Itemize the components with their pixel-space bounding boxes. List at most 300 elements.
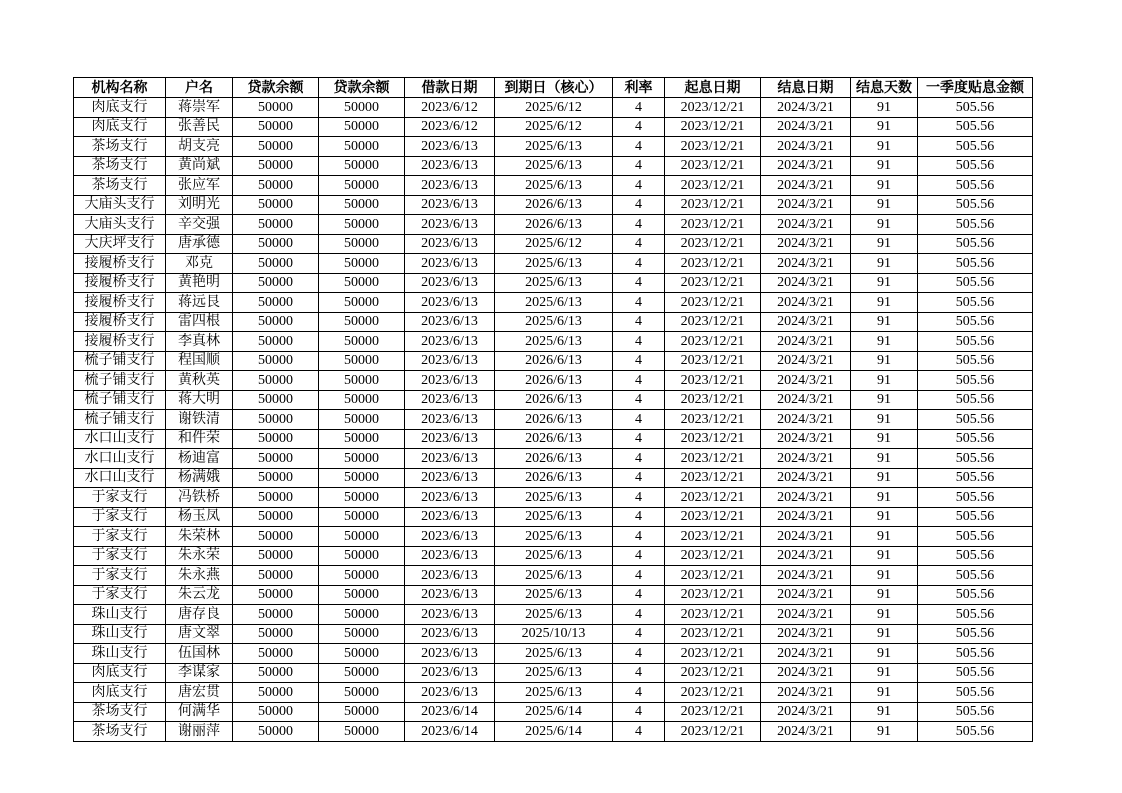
- header-interest-settle-date: 结息日期: [761, 78, 851, 98]
- cell-interest-settle-date: 2024/3/21: [761, 351, 851, 371]
- cell-account-name: 朱云龙: [166, 585, 233, 605]
- cell-interest-days: 91: [851, 644, 918, 664]
- cell-loan-date: 2023/6/13: [405, 527, 495, 547]
- cell-interest-days: 91: [851, 312, 918, 332]
- cell-account-name: 谢丽萍: [166, 722, 233, 742]
- cell-loan-date: 2023/6/13: [405, 546, 495, 566]
- cell-maturity-date: 2025/6/14: [495, 722, 613, 742]
- cell-branch: 茶场支行: [74, 722, 166, 742]
- cell-maturity-date: 2025/6/13: [495, 527, 613, 547]
- cell-loan-date: 2023/6/13: [405, 137, 495, 157]
- cell-interest-start-date: 2023/12/21: [665, 390, 761, 410]
- cell-q1-subsidy-amount: 505.56: [918, 468, 1033, 488]
- cell-interest-start-date: 2023/12/21: [665, 683, 761, 703]
- cell-interest-days: 91: [851, 722, 918, 742]
- cell-loan-balance: 50000: [233, 195, 319, 215]
- cell-maturity-date: 2026/6/13: [495, 390, 613, 410]
- cell-interest-start-date: 2023/12/21: [665, 234, 761, 254]
- cell-account-name: 杨满娥: [166, 468, 233, 488]
- table-row: [74, 254, 1033, 274]
- cell-account-name: 唐宏贯: [166, 683, 233, 703]
- cell-q1-subsidy-amount: 505.56: [918, 234, 1033, 254]
- cell-branch: 水口山支行: [74, 468, 166, 488]
- cell-rate: 4: [613, 117, 665, 137]
- cell-maturity-date: 2026/6/13: [495, 429, 613, 449]
- cell-maturity-date: 2025/6/13: [495, 663, 613, 683]
- cell-interest-days: 91: [851, 507, 918, 527]
- cell-interest-settle-date: 2024/3/21: [761, 429, 851, 449]
- cell-account-name: 程国顺: [166, 351, 233, 371]
- cell-loan-balance: 50000: [233, 371, 319, 391]
- table-row: [74, 332, 1033, 352]
- cell-interest-settle-date: 2024/3/21: [761, 371, 851, 391]
- cell-loan-balance: 50000: [233, 449, 319, 469]
- cell-loan-balance-2: 50000: [319, 137, 405, 157]
- cell-maturity-date: 2026/6/13: [495, 371, 613, 391]
- cell-loan-date: 2023/6/13: [405, 195, 495, 215]
- cell-q1-subsidy-amount: 505.56: [918, 605, 1033, 625]
- cell-interest-days: 91: [851, 566, 918, 586]
- cell-loan-date: 2023/6/13: [405, 488, 495, 508]
- cell-interest-settle-date: 2024/3/21: [761, 156, 851, 176]
- cell-loan-balance-2: 50000: [319, 156, 405, 176]
- cell-loan-date: 2023/6/12: [405, 117, 495, 137]
- cell-interest-start-date: 2023/12/21: [665, 293, 761, 313]
- cell-interest-start-date: 2023/12/21: [665, 527, 761, 547]
- cell-loan-balance-2: 50000: [319, 390, 405, 410]
- cell-interest-start-date: 2023/12/21: [665, 605, 761, 625]
- cell-loan-date: 2023/6/13: [405, 644, 495, 664]
- cell-interest-settle-date: 2024/3/21: [761, 254, 851, 274]
- cell-q1-subsidy-amount: 505.56: [918, 624, 1033, 644]
- cell-maturity-date: 2025/6/13: [495, 332, 613, 352]
- cell-branch: 肉底支行: [74, 98, 166, 118]
- cell-rate: 4: [613, 566, 665, 586]
- cell-maturity-date: 2026/6/13: [495, 351, 613, 371]
- cell-rate: 4: [613, 332, 665, 352]
- cell-interest-days: 91: [851, 390, 918, 410]
- cell-account-name: 朱荣林: [166, 527, 233, 547]
- cell-q1-subsidy-amount: 505.56: [918, 683, 1033, 703]
- table-row: [74, 137, 1033, 157]
- table-row: [74, 215, 1033, 235]
- cell-loan-date: 2023/6/13: [405, 215, 495, 235]
- cell-branch: 水口山支行: [74, 429, 166, 449]
- cell-branch: 于家支行: [74, 507, 166, 527]
- cell-loan-balance: 50000: [233, 624, 319, 644]
- cell-account-name: 刘明光: [166, 195, 233, 215]
- cell-loan-balance-2: 50000: [319, 624, 405, 644]
- cell-branch: 梳子铺支行: [74, 371, 166, 391]
- cell-branch: 大庙头支行: [74, 195, 166, 215]
- cell-interest-start-date: 2023/12/21: [665, 468, 761, 488]
- cell-loan-balance: 50000: [233, 351, 319, 371]
- cell-maturity-date: 2025/6/14: [495, 702, 613, 722]
- cell-maturity-date: 2025/6/13: [495, 137, 613, 157]
- cell-branch: 梳子铺支行: [74, 410, 166, 430]
- cell-branch: 梳子铺支行: [74, 351, 166, 371]
- cell-loan-balance-2: 50000: [319, 254, 405, 274]
- cell-maturity-date: 2025/6/13: [495, 293, 613, 313]
- cell-maturity-date: 2025/6/13: [495, 312, 613, 332]
- cell-loan-balance-2: 50000: [319, 410, 405, 430]
- cell-maturity-date: 2026/6/13: [495, 410, 613, 430]
- cell-rate: 4: [613, 605, 665, 625]
- cell-interest-settle-date: 2024/3/21: [761, 546, 851, 566]
- cell-interest-settle-date: 2024/3/21: [761, 312, 851, 332]
- cell-loan-balance: 50000: [233, 254, 319, 274]
- table-row: [74, 527, 1033, 547]
- cell-interest-days: 91: [851, 702, 918, 722]
- cell-loan-date: 2023/6/13: [405, 624, 495, 644]
- cell-account-name: 谢铁清: [166, 410, 233, 430]
- cell-interest-settle-date: 2024/3/21: [761, 273, 851, 293]
- cell-rate: 4: [613, 624, 665, 644]
- cell-interest-start-date: 2023/12/21: [665, 312, 761, 332]
- cell-loan-balance-2: 50000: [319, 507, 405, 527]
- table-row: [74, 390, 1033, 410]
- cell-q1-subsidy-amount: 505.56: [918, 585, 1033, 605]
- table-row: [74, 702, 1033, 722]
- cell-loan-date: 2023/6/14: [405, 702, 495, 722]
- cell-loan-balance: 50000: [233, 468, 319, 488]
- cell-maturity-date: 2025/6/13: [495, 273, 613, 293]
- cell-loan-balance: 50000: [233, 683, 319, 703]
- cell-account-name: 伍国林: [166, 644, 233, 664]
- cell-rate: 4: [613, 390, 665, 410]
- header-maturity-date: 到期日（核心）: [495, 78, 613, 98]
- cell-q1-subsidy-amount: 505.56: [918, 527, 1033, 547]
- cell-loan-balance-2: 50000: [319, 215, 405, 235]
- cell-interest-start-date: 2023/12/21: [665, 195, 761, 215]
- cell-interest-settle-date: 2024/3/21: [761, 624, 851, 644]
- cell-q1-subsidy-amount: 505.56: [918, 722, 1033, 742]
- table-row: [74, 312, 1033, 332]
- cell-loan-balance-2: 50000: [319, 605, 405, 625]
- cell-account-name: 蒋大明: [166, 390, 233, 410]
- cell-interest-settle-date: 2024/3/21: [761, 137, 851, 157]
- loan-subsidy-table: [73, 77, 1033, 742]
- cell-loan-balance-2: 50000: [319, 702, 405, 722]
- cell-branch: 茶场支行: [74, 702, 166, 722]
- cell-rate: 4: [613, 137, 665, 157]
- cell-maturity-date: 2025/6/12: [495, 117, 613, 137]
- cell-rate: 4: [613, 507, 665, 527]
- table-row: [74, 624, 1033, 644]
- cell-loan-balance-2: 50000: [319, 663, 405, 683]
- cell-loan-date: 2023/6/13: [405, 468, 495, 488]
- cell-q1-subsidy-amount: 505.56: [918, 156, 1033, 176]
- table-row: [74, 605, 1033, 625]
- cell-interest-settle-date: 2024/3/21: [761, 234, 851, 254]
- cell-maturity-date: 2025/6/12: [495, 234, 613, 254]
- cell-interest-settle-date: 2024/3/21: [761, 507, 851, 527]
- cell-q1-subsidy-amount: 505.56: [918, 644, 1033, 664]
- cell-loan-date: 2023/6/13: [405, 663, 495, 683]
- cell-interest-settle-date: 2024/3/21: [761, 293, 851, 313]
- cell-interest-days: 91: [851, 293, 918, 313]
- cell-interest-start-date: 2023/12/21: [665, 449, 761, 469]
- cell-interest-start-date: 2023/12/21: [665, 332, 761, 352]
- cell-interest-settle-date: 2024/3/21: [761, 605, 851, 625]
- cell-rate: 4: [613, 468, 665, 488]
- cell-loan-balance: 50000: [233, 488, 319, 508]
- table-row: [74, 585, 1033, 605]
- cell-branch: 梳子铺支行: [74, 390, 166, 410]
- cell-account-name: 朱永荣: [166, 546, 233, 566]
- cell-q1-subsidy-amount: 505.56: [918, 293, 1033, 313]
- cell-interest-days: 91: [851, 683, 918, 703]
- cell-q1-subsidy-amount: 505.56: [918, 410, 1033, 430]
- cell-loan-date: 2023/6/13: [405, 585, 495, 605]
- cell-q1-subsidy-amount: 505.56: [918, 176, 1033, 196]
- cell-account-name: 和件荣: [166, 429, 233, 449]
- cell-interest-start-date: 2023/12/21: [665, 273, 761, 293]
- cell-loan-balance: 50000: [233, 644, 319, 664]
- table-row: [74, 273, 1033, 293]
- cell-loan-date: 2023/6/13: [405, 312, 495, 332]
- cell-interest-days: 91: [851, 273, 918, 293]
- table-row: [74, 429, 1033, 449]
- cell-interest-days: 91: [851, 488, 918, 508]
- cell-account-name: 唐存良: [166, 605, 233, 625]
- cell-rate: 4: [613, 176, 665, 196]
- cell-account-name: 雷四根: [166, 312, 233, 332]
- header-rate: 利率: [613, 78, 665, 98]
- cell-branch: 茶场支行: [74, 176, 166, 196]
- cell-loan-balance: 50000: [233, 546, 319, 566]
- cell-maturity-date: 2025/6/13: [495, 683, 613, 703]
- cell-branch: 于家支行: [74, 527, 166, 547]
- cell-q1-subsidy-amount: 505.56: [918, 488, 1033, 508]
- cell-loan-balance: 50000: [233, 137, 319, 157]
- cell-interest-days: 91: [851, 137, 918, 157]
- cell-q1-subsidy-amount: 505.56: [918, 332, 1033, 352]
- cell-maturity-date: 2025/6/13: [495, 605, 613, 625]
- cell-rate: 4: [613, 98, 665, 118]
- cell-rate: 4: [613, 644, 665, 664]
- cell-interest-days: 91: [851, 234, 918, 254]
- cell-branch: 珠山支行: [74, 624, 166, 644]
- cell-interest-days: 91: [851, 195, 918, 215]
- cell-loan-date: 2023/6/13: [405, 566, 495, 586]
- table-row: [74, 176, 1033, 196]
- cell-rate: 4: [613, 312, 665, 332]
- cell-q1-subsidy-amount: 505.56: [918, 449, 1033, 469]
- cell-maturity-date: 2026/6/13: [495, 195, 613, 215]
- cell-rate: 4: [613, 234, 665, 254]
- cell-interest-settle-date: 2024/3/21: [761, 702, 851, 722]
- cell-account-name: 朱永燕: [166, 566, 233, 586]
- cell-loan-balance: 50000: [233, 527, 319, 547]
- cell-loan-date: 2023/6/13: [405, 371, 495, 391]
- cell-interest-settle-date: 2024/3/21: [761, 663, 851, 683]
- cell-interest-settle-date: 2024/3/21: [761, 566, 851, 586]
- header-branch: 机构名称: [74, 78, 166, 98]
- cell-rate: 4: [613, 254, 665, 274]
- cell-rate: 4: [613, 195, 665, 215]
- cell-q1-subsidy-amount: 505.56: [918, 117, 1033, 137]
- cell-loan-balance-2: 50000: [319, 449, 405, 469]
- cell-interest-settle-date: 2024/3/21: [761, 644, 851, 664]
- cell-interest-days: 91: [851, 98, 918, 118]
- cell-loan-date: 2023/6/13: [405, 351, 495, 371]
- cell-maturity-date: 2025/6/13: [495, 585, 613, 605]
- cell-branch: 珠山支行: [74, 605, 166, 625]
- cell-rate: 4: [613, 663, 665, 683]
- cell-interest-start-date: 2023/12/21: [665, 215, 761, 235]
- cell-maturity-date: 2025/6/13: [495, 644, 613, 664]
- cell-loan-balance: 50000: [233, 215, 319, 235]
- cell-q1-subsidy-amount: 505.56: [918, 507, 1033, 527]
- cell-interest-settle-date: 2024/3/21: [761, 722, 851, 742]
- cell-interest-days: 91: [851, 429, 918, 449]
- cell-loan-balance-2: 50000: [319, 98, 405, 118]
- cell-branch: 于家支行: [74, 546, 166, 566]
- table-row: [74, 566, 1033, 586]
- cell-q1-subsidy-amount: 505.56: [918, 390, 1033, 410]
- cell-interest-start-date: 2023/12/21: [665, 137, 761, 157]
- table-row: [74, 98, 1033, 118]
- cell-branch: 接履桥支行: [74, 254, 166, 274]
- table-row: [74, 371, 1033, 391]
- cell-interest-days: 91: [851, 371, 918, 391]
- table-row: [74, 683, 1033, 703]
- cell-branch: 大庆坪支行: [74, 234, 166, 254]
- cell-maturity-date: 2025/6/13: [495, 156, 613, 176]
- cell-rate: 4: [613, 410, 665, 430]
- cell-interest-start-date: 2023/12/21: [665, 663, 761, 683]
- cell-branch: 于家支行: [74, 566, 166, 586]
- table-row: [74, 156, 1033, 176]
- cell-loan-balance-2: 50000: [319, 546, 405, 566]
- cell-interest-days: 91: [851, 546, 918, 566]
- cell-account-name: 辛交强: [166, 215, 233, 235]
- cell-loan-balance: 50000: [233, 663, 319, 683]
- cell-branch: 水口山支行: [74, 449, 166, 469]
- cell-loan-date: 2023/6/12: [405, 98, 495, 118]
- cell-interest-settle-date: 2024/3/21: [761, 215, 851, 235]
- cell-interest-days: 91: [851, 624, 918, 644]
- table-row: [74, 195, 1033, 215]
- cell-q1-subsidy-amount: 505.56: [918, 273, 1033, 293]
- cell-branch: 于家支行: [74, 488, 166, 508]
- cell-maturity-date: 2025/6/13: [495, 546, 613, 566]
- header-q1-subsidy-amount: 一季度贴息金额: [918, 78, 1033, 98]
- cell-interest-start-date: 2023/12/21: [665, 254, 761, 274]
- cell-interest-settle-date: 2024/3/21: [761, 176, 851, 196]
- cell-q1-subsidy-amount: 505.56: [918, 663, 1033, 683]
- cell-interest-settle-date: 2024/3/21: [761, 195, 851, 215]
- header-loan-date: 借款日期: [405, 78, 495, 98]
- cell-maturity-date: 2025/6/13: [495, 176, 613, 196]
- cell-rate: 4: [613, 722, 665, 742]
- cell-loan-balance: 50000: [233, 273, 319, 293]
- cell-interest-settle-date: 2024/3/21: [761, 585, 851, 605]
- cell-interest-settle-date: 2024/3/21: [761, 683, 851, 703]
- cell-interest-days: 91: [851, 410, 918, 430]
- cell-loan-balance: 50000: [233, 332, 319, 352]
- cell-branch: 珠山支行: [74, 644, 166, 664]
- cell-q1-subsidy-amount: 505.56: [918, 215, 1033, 235]
- cell-interest-start-date: 2023/12/21: [665, 429, 761, 449]
- cell-interest-days: 91: [851, 605, 918, 625]
- cell-account-name: 黄艳明: [166, 273, 233, 293]
- cell-q1-subsidy-amount: 505.56: [918, 351, 1033, 371]
- cell-interest-days: 91: [851, 351, 918, 371]
- cell-loan-balance-2: 50000: [319, 644, 405, 664]
- cell-loan-balance-2: 50000: [319, 683, 405, 703]
- cell-branch: 肉底支行: [74, 663, 166, 683]
- cell-branch: 接履桥支行: [74, 293, 166, 313]
- cell-account-name: 胡支亮: [166, 137, 233, 157]
- cell-loan-balance: 50000: [233, 702, 319, 722]
- cell-branch: 接履桥支行: [74, 332, 166, 352]
- cell-q1-subsidy-amount: 505.56: [918, 546, 1033, 566]
- cell-account-name: 蒋崇军: [166, 98, 233, 118]
- table-header-row: [74, 78, 1033, 98]
- cell-interest-start-date: 2023/12/21: [665, 98, 761, 118]
- cell-branch: 茶场支行: [74, 137, 166, 157]
- cell-maturity-date: 2025/6/13: [495, 488, 613, 508]
- cell-interest-start-date: 2023/12/21: [665, 371, 761, 391]
- cell-loan-balance-2: 50000: [319, 371, 405, 391]
- cell-loan-date: 2023/6/13: [405, 156, 495, 176]
- table-row: [74, 449, 1033, 469]
- cell-q1-subsidy-amount: 505.56: [918, 702, 1033, 722]
- cell-interest-days: 91: [851, 117, 918, 137]
- cell-account-name: 杨迪富: [166, 449, 233, 469]
- cell-rate: 4: [613, 488, 665, 508]
- cell-account-name: 杨玉凤: [166, 507, 233, 527]
- cell-loan-balance: 50000: [233, 566, 319, 586]
- cell-account-name: 邓克: [166, 254, 233, 274]
- cell-q1-subsidy-amount: 505.56: [918, 254, 1033, 274]
- cell-interest-days: 91: [851, 527, 918, 547]
- cell-loan-balance: 50000: [233, 312, 319, 332]
- cell-loan-balance: 50000: [233, 390, 319, 410]
- cell-interest-start-date: 2023/12/21: [665, 624, 761, 644]
- cell-interest-start-date: 2023/12/21: [665, 585, 761, 605]
- cell-q1-subsidy-amount: 505.56: [918, 566, 1033, 586]
- cell-account-name: 黄尚斌: [166, 156, 233, 176]
- cell-interest-start-date: 2023/12/21: [665, 351, 761, 371]
- cell-interest-days: 91: [851, 449, 918, 469]
- cell-q1-subsidy-amount: 505.56: [918, 195, 1033, 215]
- cell-interest-start-date: 2023/12/21: [665, 488, 761, 508]
- cell-maturity-date: 2026/6/13: [495, 449, 613, 469]
- cell-loan-balance-2: 50000: [319, 117, 405, 137]
- cell-loan-date: 2023/6/13: [405, 273, 495, 293]
- cell-branch: 茶场支行: [74, 156, 166, 176]
- header-loan-balance: 贷款余额: [233, 78, 319, 98]
- cell-loan-date: 2023/6/13: [405, 254, 495, 274]
- cell-rate: 4: [613, 371, 665, 391]
- cell-account-name: 李真林: [166, 332, 233, 352]
- cell-q1-subsidy-amount: 505.56: [918, 312, 1033, 332]
- cell-interest-settle-date: 2024/3/21: [761, 117, 851, 137]
- cell-maturity-date: 2025/6/13: [495, 507, 613, 527]
- cell-rate: 4: [613, 156, 665, 176]
- table-row: [74, 663, 1033, 683]
- cell-rate: 4: [613, 585, 665, 605]
- cell-loan-date: 2023/6/13: [405, 507, 495, 527]
- cell-loan-balance-2: 50000: [319, 468, 405, 488]
- cell-branch: 接履桥支行: [74, 312, 166, 332]
- cell-loan-balance-2: 50000: [319, 527, 405, 547]
- cell-maturity-date: 2025/6/13: [495, 254, 613, 274]
- cell-interest-settle-date: 2024/3/21: [761, 449, 851, 469]
